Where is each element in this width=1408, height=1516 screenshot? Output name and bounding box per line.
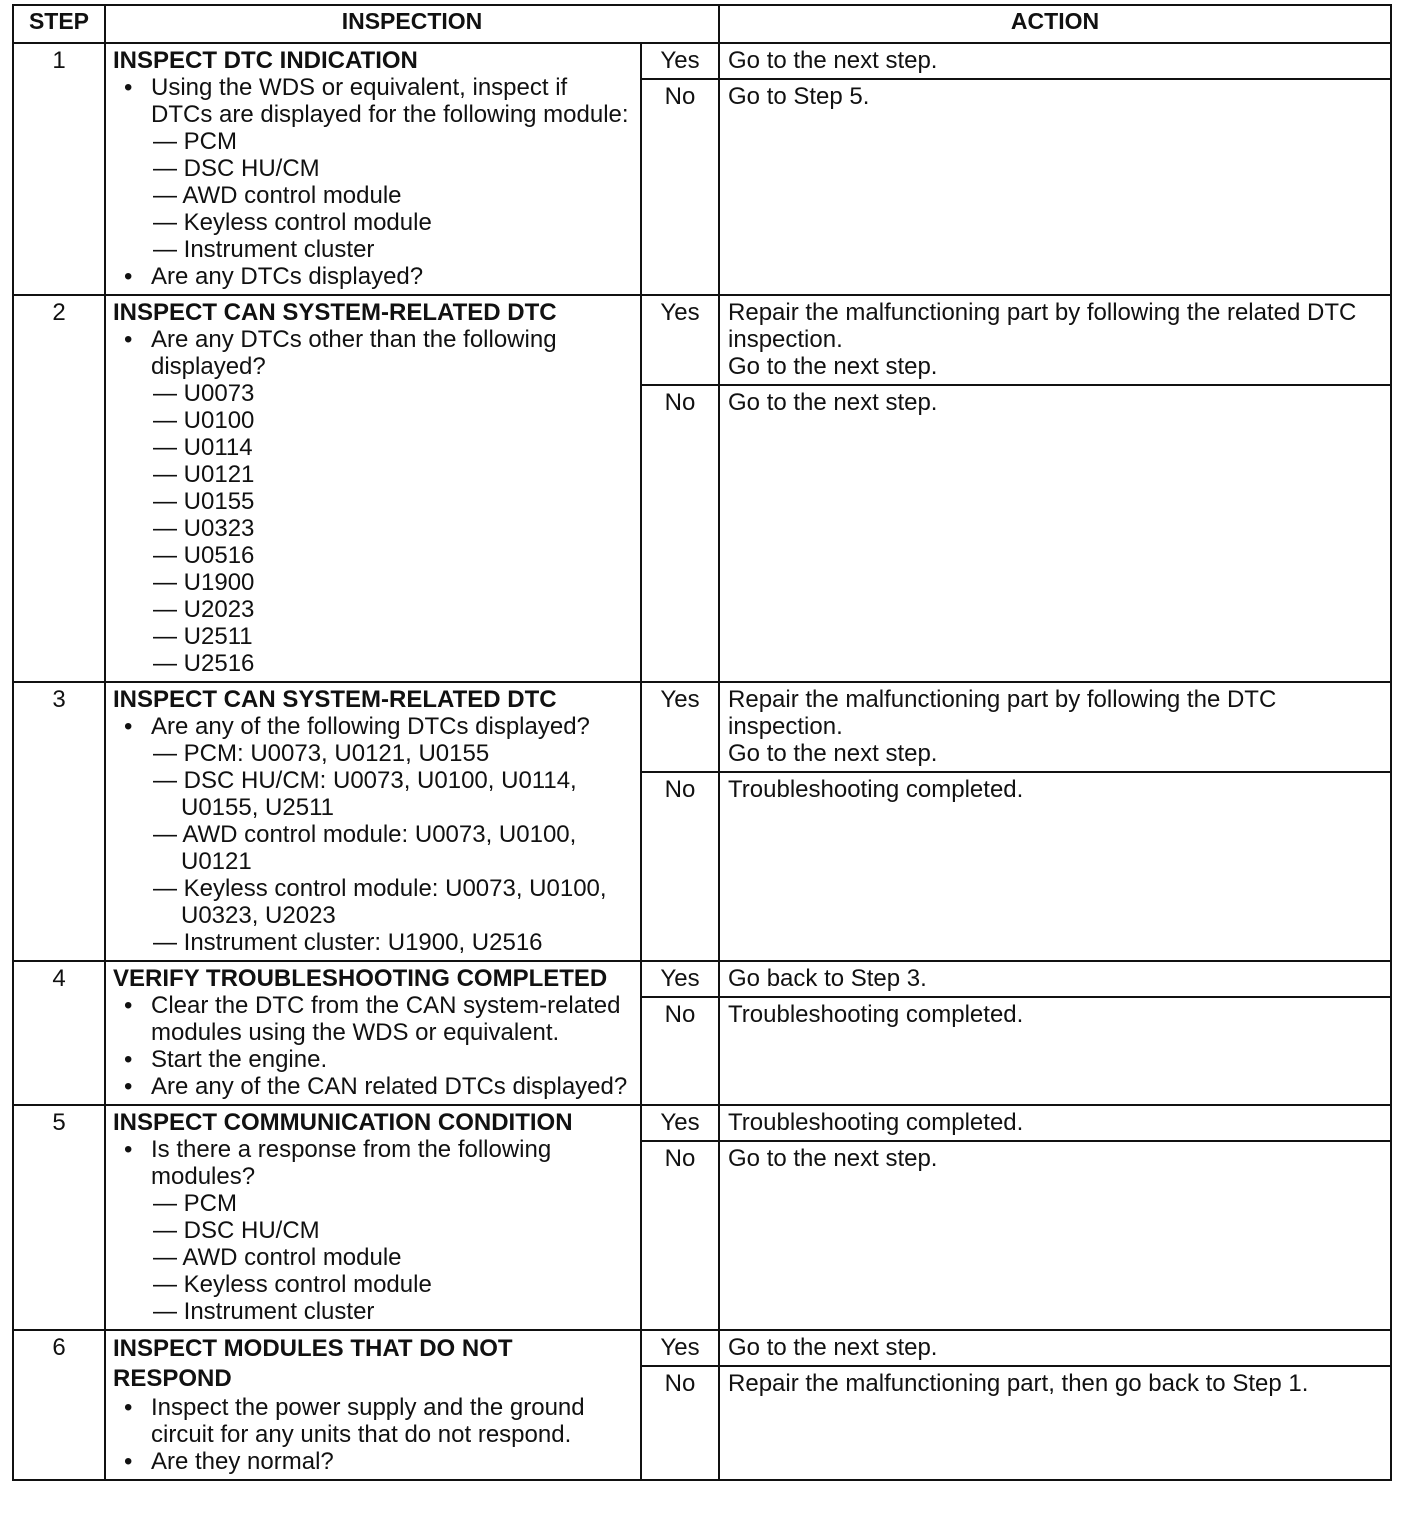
list-item: — U0155 <box>153 488 255 515</box>
step-number: 5 <box>13 1105 105 1330</box>
yes-action: Troubleshooting completed. <box>719 1105 1391 1141</box>
header-action: ACTION <box>719 5 1391 43</box>
list-item: — U1900 <box>153 569 255 596</box>
no-action: Go to the next step. <box>719 1141 1391 1330</box>
header-step: STEP <box>13 5 105 43</box>
list-item: — Keyless control module <box>153 209 432 236</box>
bullet-item: • Clear the DTC from the CAN system-related modules using the WDS or equivalent. <box>113 992 634 1046</box>
step-number: 4 <box>13 961 105 1105</box>
bullet-item: • Using the WDS or equivalent, inspect if DTCs are displayed for the following module: <box>113 74 634 128</box>
step-5-inspection <box>105 1105 641 1330</box>
yes-action: Go to the next step. <box>719 43 1391 79</box>
no-label: No <box>641 997 719 1105</box>
list-item: — U0114 <box>153 434 253 461</box>
yes-label: Yes <box>641 43 719 79</box>
no-action: Troubleshooting completed. <box>719 997 1391 1105</box>
no-label: No <box>641 772 719 961</box>
list-item: — DSC HU/CM <box>153 1217 320 1244</box>
step-3-yes-row <box>13 682 1391 772</box>
step-5-yes-row <box>13 1105 1391 1141</box>
step-3-inspection <box>105 682 641 961</box>
list-item: — AWD control module: U0073, U0100, <box>153 821 577 848</box>
yes-label: Yes <box>641 1105 719 1141</box>
table-header-row <box>13 5 1391 43</box>
bullet-item: • Are any DTCs other than the following displayed? <box>113 326 634 380</box>
list-item-continuation: U0121 <box>181 848 252 875</box>
action-line: Go to the next step. <box>728 740 938 767</box>
no-action: Troubleshooting completed. <box>719 772 1391 961</box>
step-number: 3 <box>13 682 105 961</box>
step-1-yes-row <box>13 43 1391 79</box>
yes-action <box>719 682 1391 772</box>
bullet-item: • Is there a response from the following modules? <box>113 1136 634 1190</box>
list-item: — Keyless control module: U0073, U0100, <box>153 875 607 902</box>
list-item: — U2023 <box>153 596 255 623</box>
list-item: — PCM <box>153 128 237 155</box>
no-action: Go to the next step. <box>719 385 1391 682</box>
yes-label: Yes <box>641 961 719 997</box>
bullet-item: • Are they normal? <box>113 1448 634 1475</box>
step-title: INSPECT CAN SYSTEM-RELATED DTC <box>113 686 557 713</box>
no-label: No <box>641 385 719 682</box>
yes-action <box>719 295 1391 385</box>
bullet-item: • Are any DTCs displayed? <box>113 263 634 290</box>
step-number: 2 <box>13 295 105 682</box>
step-number: 6 <box>13 1330 105 1480</box>
list-item: — U0323 <box>153 515 255 542</box>
step-title: VERIFY TROUBLESHOOTING COMPLETED <box>113 965 608 992</box>
no-label: No <box>641 1366 719 1480</box>
step-number: 1 <box>13 43 105 295</box>
list-item: — AWD control module <box>153 182 402 209</box>
list-item: — U0121 <box>153 461 255 488</box>
no-label: No <box>641 1141 719 1330</box>
no-action: Repair the malfunctioning part, then go back to Step 1. <box>719 1366 1391 1480</box>
yes-label: Yes <box>641 1330 719 1366</box>
step-title: INSPECT COMMUNICATION CONDITION <box>113 1109 573 1136</box>
step-6-yes-row <box>13 1330 1391 1366</box>
list-item: — PCM: U0073, U0121, U0155 <box>153 740 490 767</box>
bullet-item: • Start the engine. <box>113 1046 634 1073</box>
list-item: — Instrument cluster <box>153 236 375 263</box>
bullet-item: • Inspect the power supply and the ground circuit for any units that do not respond. <box>113 1394 634 1448</box>
step-title: INSPECT DTC INDICATION <box>113 47 418 74</box>
list-item: — DSC HU/CM: U0073, U0100, U0114, <box>153 767 577 794</box>
action-line: Repair the malfunctioning part by following the DTC inspection. <box>728 686 1277 740</box>
step-2-yes-row <box>13 295 1391 385</box>
bullet-item: • Are any of the following DTCs displayed? <box>113 713 634 740</box>
list-item: — U0516 <box>153 542 255 569</box>
step-4-inspection <box>105 961 641 1105</box>
troubleshooting-table-wrapper <box>12 4 1390 1481</box>
list-item: — AWD control module <box>153 1244 402 1271</box>
list-item: — U2516 <box>153 650 255 677</box>
step-title: INSPECT CAN SYSTEM-RELATED DTC <box>113 299 557 326</box>
bullet-item: • Are any of the CAN related DTCs displayed? <box>113 1073 634 1100</box>
list-item: — U2511 <box>153 623 253 650</box>
action-line: Go to the next step. <box>728 353 938 380</box>
yes-label: Yes <box>641 295 719 385</box>
list-item: — U0073 <box>153 380 255 407</box>
no-label: No <box>641 79 719 295</box>
step-1-inspection <box>105 43 641 295</box>
step-2-inspection <box>105 295 641 682</box>
yes-action: Go back to Step 3. <box>719 961 1391 997</box>
list-item: — U0100 <box>153 407 255 434</box>
yes-action: Go to the next step. <box>719 1330 1391 1366</box>
list-item: — Instrument cluster: U1900, U2516 <box>153 929 543 956</box>
troubleshooting-table <box>12 4 1392 1481</box>
list-item: — PCM <box>153 1190 237 1217</box>
step-title: INSPECT MODULES THAT DO NOT RESPOND <box>113 1335 513 1392</box>
list-item: — Keyless control module <box>153 1271 432 1298</box>
list-item-continuation: U0155, U2511 <box>181 794 334 821</box>
step-6-inspection <box>105 1330 641 1480</box>
header-inspection: INSPECTION <box>105 5 719 43</box>
list-item: — DSC HU/CM <box>153 155 320 182</box>
no-action: Go to Step 5. <box>719 79 1391 295</box>
yes-label: Yes <box>641 682 719 772</box>
list-item: — Instrument cluster <box>153 1298 375 1325</box>
action-line: Repair the malfunctioning part by following the related DTC inspection. <box>728 299 1357 353</box>
step-4-yes-row <box>13 961 1391 997</box>
list-item-continuation: U0323, U2023 <box>181 902 336 929</box>
